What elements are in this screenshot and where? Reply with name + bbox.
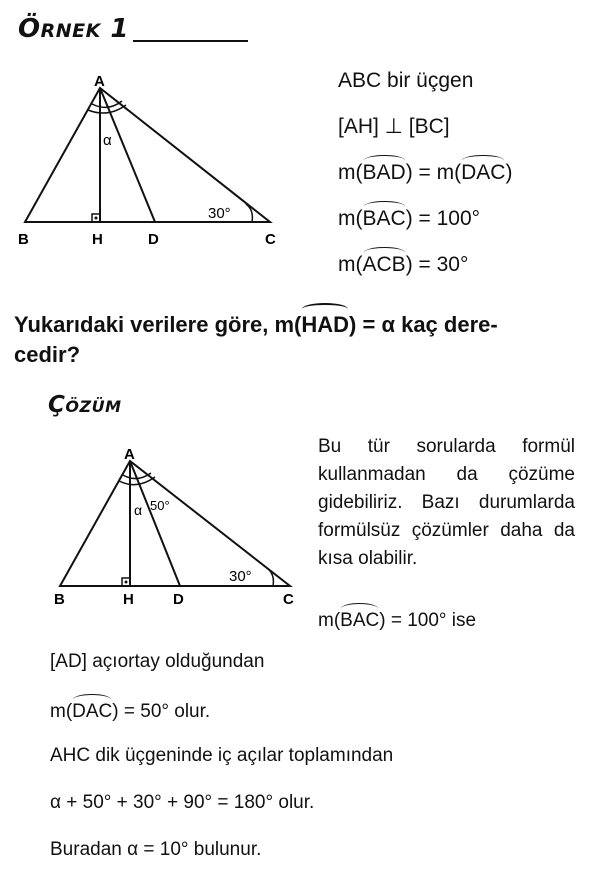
step-1-pre: m( [318, 610, 341, 631]
vertex-label-b: B [18, 231, 29, 248]
given-3-post: ) [505, 161, 513, 184]
given-4-post: ) = 100° [405, 207, 481, 230]
angle-arc-c-2 [267, 568, 273, 586]
step-3-pre: m( [50, 701, 73, 722]
question-line-2: cedir? [14, 342, 81, 367]
step-1-post: ) = 100° ise [379, 610, 477, 631]
given-3-angle-2: DAC [461, 161, 506, 184]
solution-explanation: Bu tür sorularda formül kullanmadan da çözüme gidebiliriz. Bazı durumlarda formülsüz çözümler daha da kısa olabilir. [318, 436, 575, 569]
vertex-label-c-2: C [283, 591, 294, 608]
heading-underline [133, 40, 248, 42]
question-text [14, 310, 594, 370]
step-3-post: ) = 50° olur. [112, 701, 211, 722]
solution-heading [48, 392, 122, 418]
question-line-1 [14, 310, 594, 340]
triangle-figure-2 [45, 440, 305, 610]
given-3-mid: ) = m( [405, 161, 462, 184]
vertex-label-b-2: B [54, 591, 65, 608]
example-heading [18, 14, 129, 44]
solution-step-6: Buradan α = 10° bulunur. [50, 839, 262, 860]
solution-heading-small: ÖZÜM [65, 397, 122, 416]
given-5-post: ) = 30° [405, 253, 469, 276]
vertex-label-d-2: D [173, 591, 184, 608]
bisector-ad [100, 88, 155, 222]
vertex-label-h-2: H [123, 591, 134, 608]
angle-c-label-2: 30° [229, 568, 252, 585]
given-3-angle-1: BAD [362, 161, 406, 184]
vertex-label-c: C [265, 231, 276, 248]
alpha-label: α [103, 132, 112, 149]
given-3-pre: m( [338, 161, 363, 184]
given-1-text: ABC bir üçgen [338, 69, 474, 92]
solution-step-4: AHC dik üçgeninde iç açılar toplamından [50, 745, 394, 766]
step-3-angle: DAC [72, 701, 113, 722]
solution-heading-first: Ç [48, 392, 66, 418]
triangle-abc-2 [60, 461, 290, 586]
question-angle: HAD [301, 310, 349, 340]
given-3 [338, 161, 512, 185]
given-5-pre: m( [338, 253, 363, 276]
triangle-figure-1 [10, 72, 300, 252]
solution-step-2: [AD] açıortay olduğundan [50, 651, 265, 672]
solution-step-1 [318, 609, 476, 633]
alpha-label-2: α [134, 502, 143, 518]
given-4-pre: m( [338, 207, 363, 230]
step-1-angle: BAC [340, 610, 380, 631]
vertex-label-h: H [92, 231, 103, 248]
question-post: ) = α kaç dere- [349, 312, 498, 337]
example-heading-small: RNEK [40, 20, 101, 42]
given-4 [338, 207, 480, 231]
angle-c-label: 30° [208, 205, 231, 222]
solution-step-3 [50, 700, 210, 724]
given-2 [338, 115, 450, 139]
angle-dac-label: 50° [150, 498, 170, 513]
example-heading-number: 1 [100, 14, 129, 44]
given-5 [338, 253, 468, 277]
given-2-text: [AH] ⊥ [BC] [338, 115, 450, 138]
solution-step-5: α + 50° + 30° + 90° = 180° olur. [50, 792, 315, 813]
given-4-angle: BAC [362, 207, 406, 230]
vertex-label-a: A [94, 73, 105, 90]
example-heading-first: Ö [18, 14, 41, 44]
question-pre: Yukarıdaki verilere göre, m( [14, 312, 302, 337]
given-5-angle: ACB [362, 253, 406, 276]
vertex-label-d: D [148, 231, 159, 248]
given-1 [338, 69, 473, 93]
vertex-label-a-2: A [124, 446, 135, 463]
